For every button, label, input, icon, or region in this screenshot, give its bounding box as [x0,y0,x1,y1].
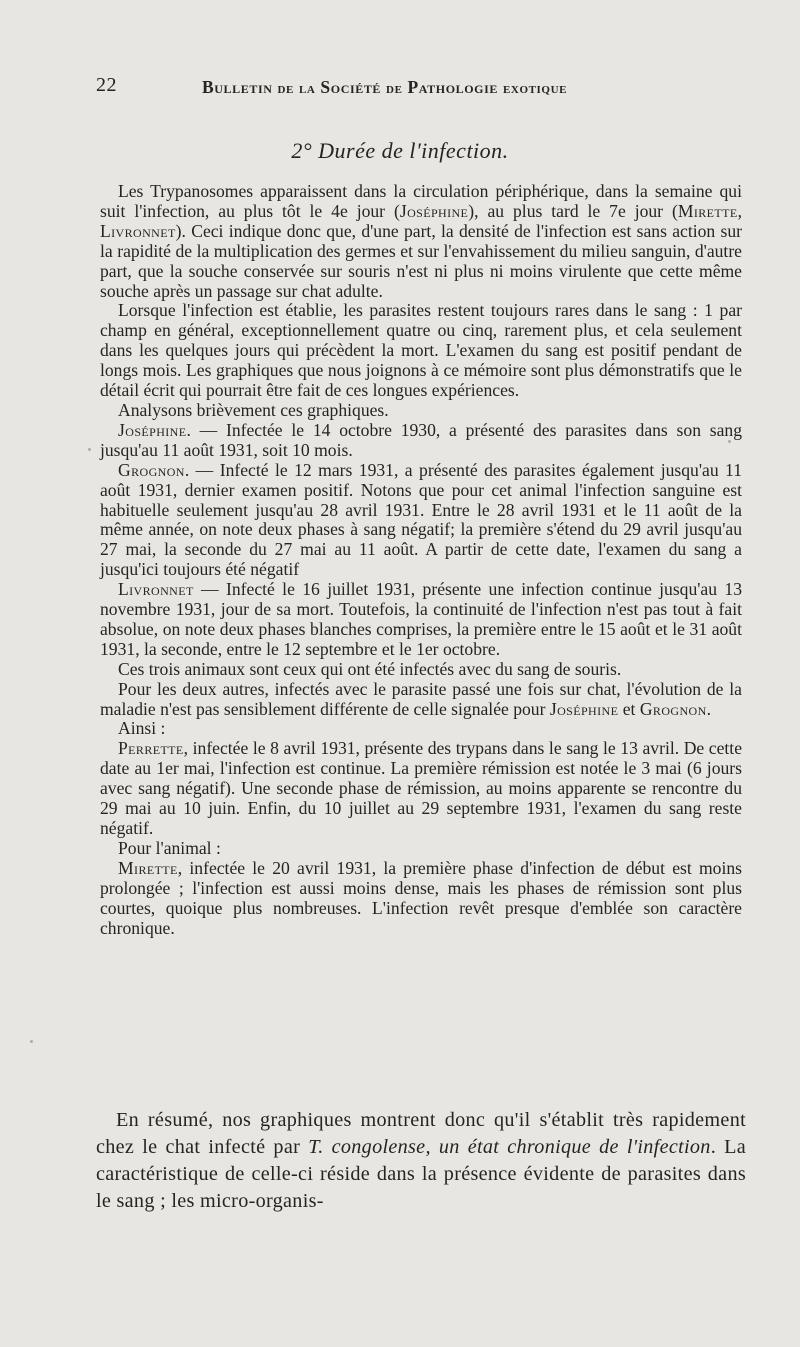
paragraph-text: . [706,698,712,719]
paragraph: Lorsque l'infection est établie, les parasites restent toujours rares dans le sang : 1 par champ en général, exceptionnellement quatre ou cinq, rarement plus, et cela seulement dans les quelques jours qui précèdent la mort. L'examen du sang est positif pendant de longs mois. Les graphiques que nous joignons à ce mémoire sont plus démonstratifs que le détail écrit qui pourrait être fait de ces longues expériences. [100,300,742,401]
paper-speck [728,440,731,443]
animal-name: Perrette [118,738,184,759]
animal-name: Grognon [118,459,185,480]
paragraph-text: En résumé, nos graphiques montrent donc qu'il s'établit très rapidement chez le chat infecté par [96,1109,746,1158]
paragraph [100,580,742,660]
paragraph [100,182,742,301]
running-title-word: Pathologie [407,77,498,97]
running-title [202,77,567,98]
paper-speck [30,1040,33,1043]
paragraph-text: . — Infecté le 12 mars 1931, a présenté des parasites également jusqu'au 11 août 1931, dernier examen positif. Notons que pour cet animal l'infection sanguine est habituelle seulement jusqu'au 28 avril 1931. Entre le 28 avril 1931 et le 11 août de la même année, on note deux phases à sang négatif; la première s'étend du 29 avril jusqu'au 27 mai, la seconde du 27 mai au 11 août. A partir de cette date, l'examen du sang a jusqu'ici toujours été négatif [100,459,742,580]
section-title: 2° Durée de l'infection. [291,138,509,163]
italic-text: T. congolense, un état chronique de l'infection [308,1136,711,1158]
paragraph-text: et [618,698,640,719]
paper-speck [88,448,91,451]
page-number: 22 [96,74,117,96]
paragraph-text: . — Infectée le 14 octobre 1930, a présenté des parasites dans son sang jusqu'au 11 août 1931, soit 10 mois. [100,419,742,460]
paragraph: Ainsi : [118,718,166,739]
animal-name: Mirette [677,200,738,221]
paragraph-text: Pour les deux autres, infectés avec le parasite passé une fois sur chat, l'évolution de la maladie n'est pas sensiblement différente de celle signalée pour [100,678,742,719]
animal-name: Joséphine [549,698,619,719]
running-title-word: exotique [502,81,568,97]
running-title-word: la [298,81,316,97]
page-header [96,74,736,102]
running-title-word: Société [320,77,382,97]
paragraph [100,859,742,939]
paragraph: Analysons brièvement ces graphiques. [118,399,389,420]
paragraph [96,1107,746,1215]
animal-name: Livronnet [118,579,194,600]
paragraph-text: , infectée le 20 avril 1931, la première phase d'infection de début est moins prolongée ; l'infection est aussi moins dense, mais les phases de rémission sont plus courtes, quoique plus nombreuses. L'infection revêt presque d'emblée son caractère chronique. [100,857,742,938]
paragraph-text: , infectée le 8 avril 1931, présente des trypans dans le sang le 13 avril. De cette date au 1er mai, l'infection est continue. La première rémission est notée le 3 mai (6 jours avec sang négatif). Une seconde phase de rémission, au moins apparente se rencontre du 29 mai au 10 juin. Enfin, du 10 juillet au 29 septembre 1931, l'examen du sang reste négatif. [100,738,742,838]
animal-name: Joséphine [399,200,469,221]
animal-name: Joséphine [118,419,187,440]
paragraph: Ces trois animaux sont ceux qui ont été infectés avec du sang de souris. [118,658,622,679]
running-title-word: Bulletin [202,77,273,97]
running-title-word: de [277,81,294,97]
paragraph-text: ), au plus tard le 7e jour ( [468,200,678,221]
animal-name: Grognon [639,698,707,719]
paragraph-text: Les Trypanosomes apparaissent dans la circulation périphérique, dans la semaine qui suit l'infection, au plus tôt le 4e jour ( [100,181,742,221]
body-text [100,182,742,938]
paragraph-text: ). Ceci indique donc que, d'une part, la densité de l'infection est sans action sur la rapidité de la multiplication des germes et sur l'envahissement du milieu sanguin, d'autre part, que la souche conservée sur souris n'est ni plus ni moins virulente que cette même souche après un passage sur chat adulte. [100,220,742,301]
paragraph [100,739,742,839]
paragraph [100,461,742,580]
summary-paragraph [96,1107,746,1215]
paragraph-text: . La caractéristique de celle-ci réside dans la présence évidente de parasites dans le sang ; les micro-organis- [96,1136,747,1212]
paragraph [100,680,742,720]
animal-name: Mirette [118,857,178,878]
paragraph-text: , [737,200,743,221]
paragraph-text: — Infecté le 16 juillet 1931, présente une infection continue jusqu'au 13 novembre 1931, jour de sa mort. Toutefois, la continuité de l'infection n'est pas tout à fait absolue, on note deux phases blanches comprises, la première entre le 15 août et le 31 août 1931, la seconde, entre le 12 septembre et le 1er octobre. [100,579,742,659]
paragraph: Pour l'animal : [118,837,221,858]
paragraph [100,421,742,461]
running-title-word: de [386,81,403,97]
animal-name: Livronnet [100,220,176,241]
